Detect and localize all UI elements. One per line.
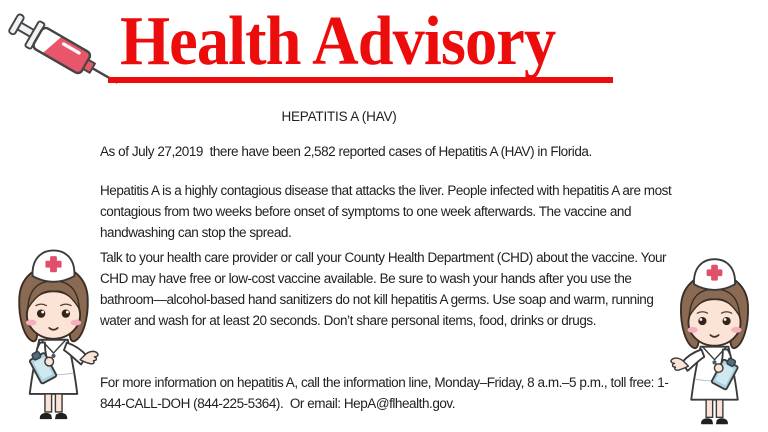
syringe-icon [4,12,130,104]
advisory-subtitle: HEPATITIS A (HAV) [281,109,397,124]
paragraph-disease-info: Hepatitis A is a highly contagious disease that attacks the liver. People infected with hepatitis A are most contagious from two weeks before onset of symptoms to one week afterwards. The vaccine and handwashing can stop the spread. [100,183,675,240]
page-title: Health Advisory [120,3,556,80]
nurse-left-illustration [6,242,101,428]
nurse-right-illustration [668,252,761,432]
paragraph-prevention-advice: Talk to your health care provider or call your County Health Department (CHD) about the vaccine. Your CHD may have free or low-cost vaccine available. Be sure to wash your hands after you use the bathroom—alcohol-based hand sanitizers do not kill hepatitis A germs. Use soap and warm, running water and wash for at least 20 seconds. Don’t share personal items, food, drinks or drugs. [100,250,670,328]
paragraph-case-count: As of July 27,2019 there have been 2,582 reported cases of Hepatitis A (HAV) in Florida. [100,144,592,159]
paragraph-contact-info: For more information on hepatitis A, call the information line, Monday–Friday, 8 a.m.–5 p.m., toll free: 1-844-CALL-DOH (844-225-5364). Or email: HepA@flhealth.gov. [100,375,669,411]
